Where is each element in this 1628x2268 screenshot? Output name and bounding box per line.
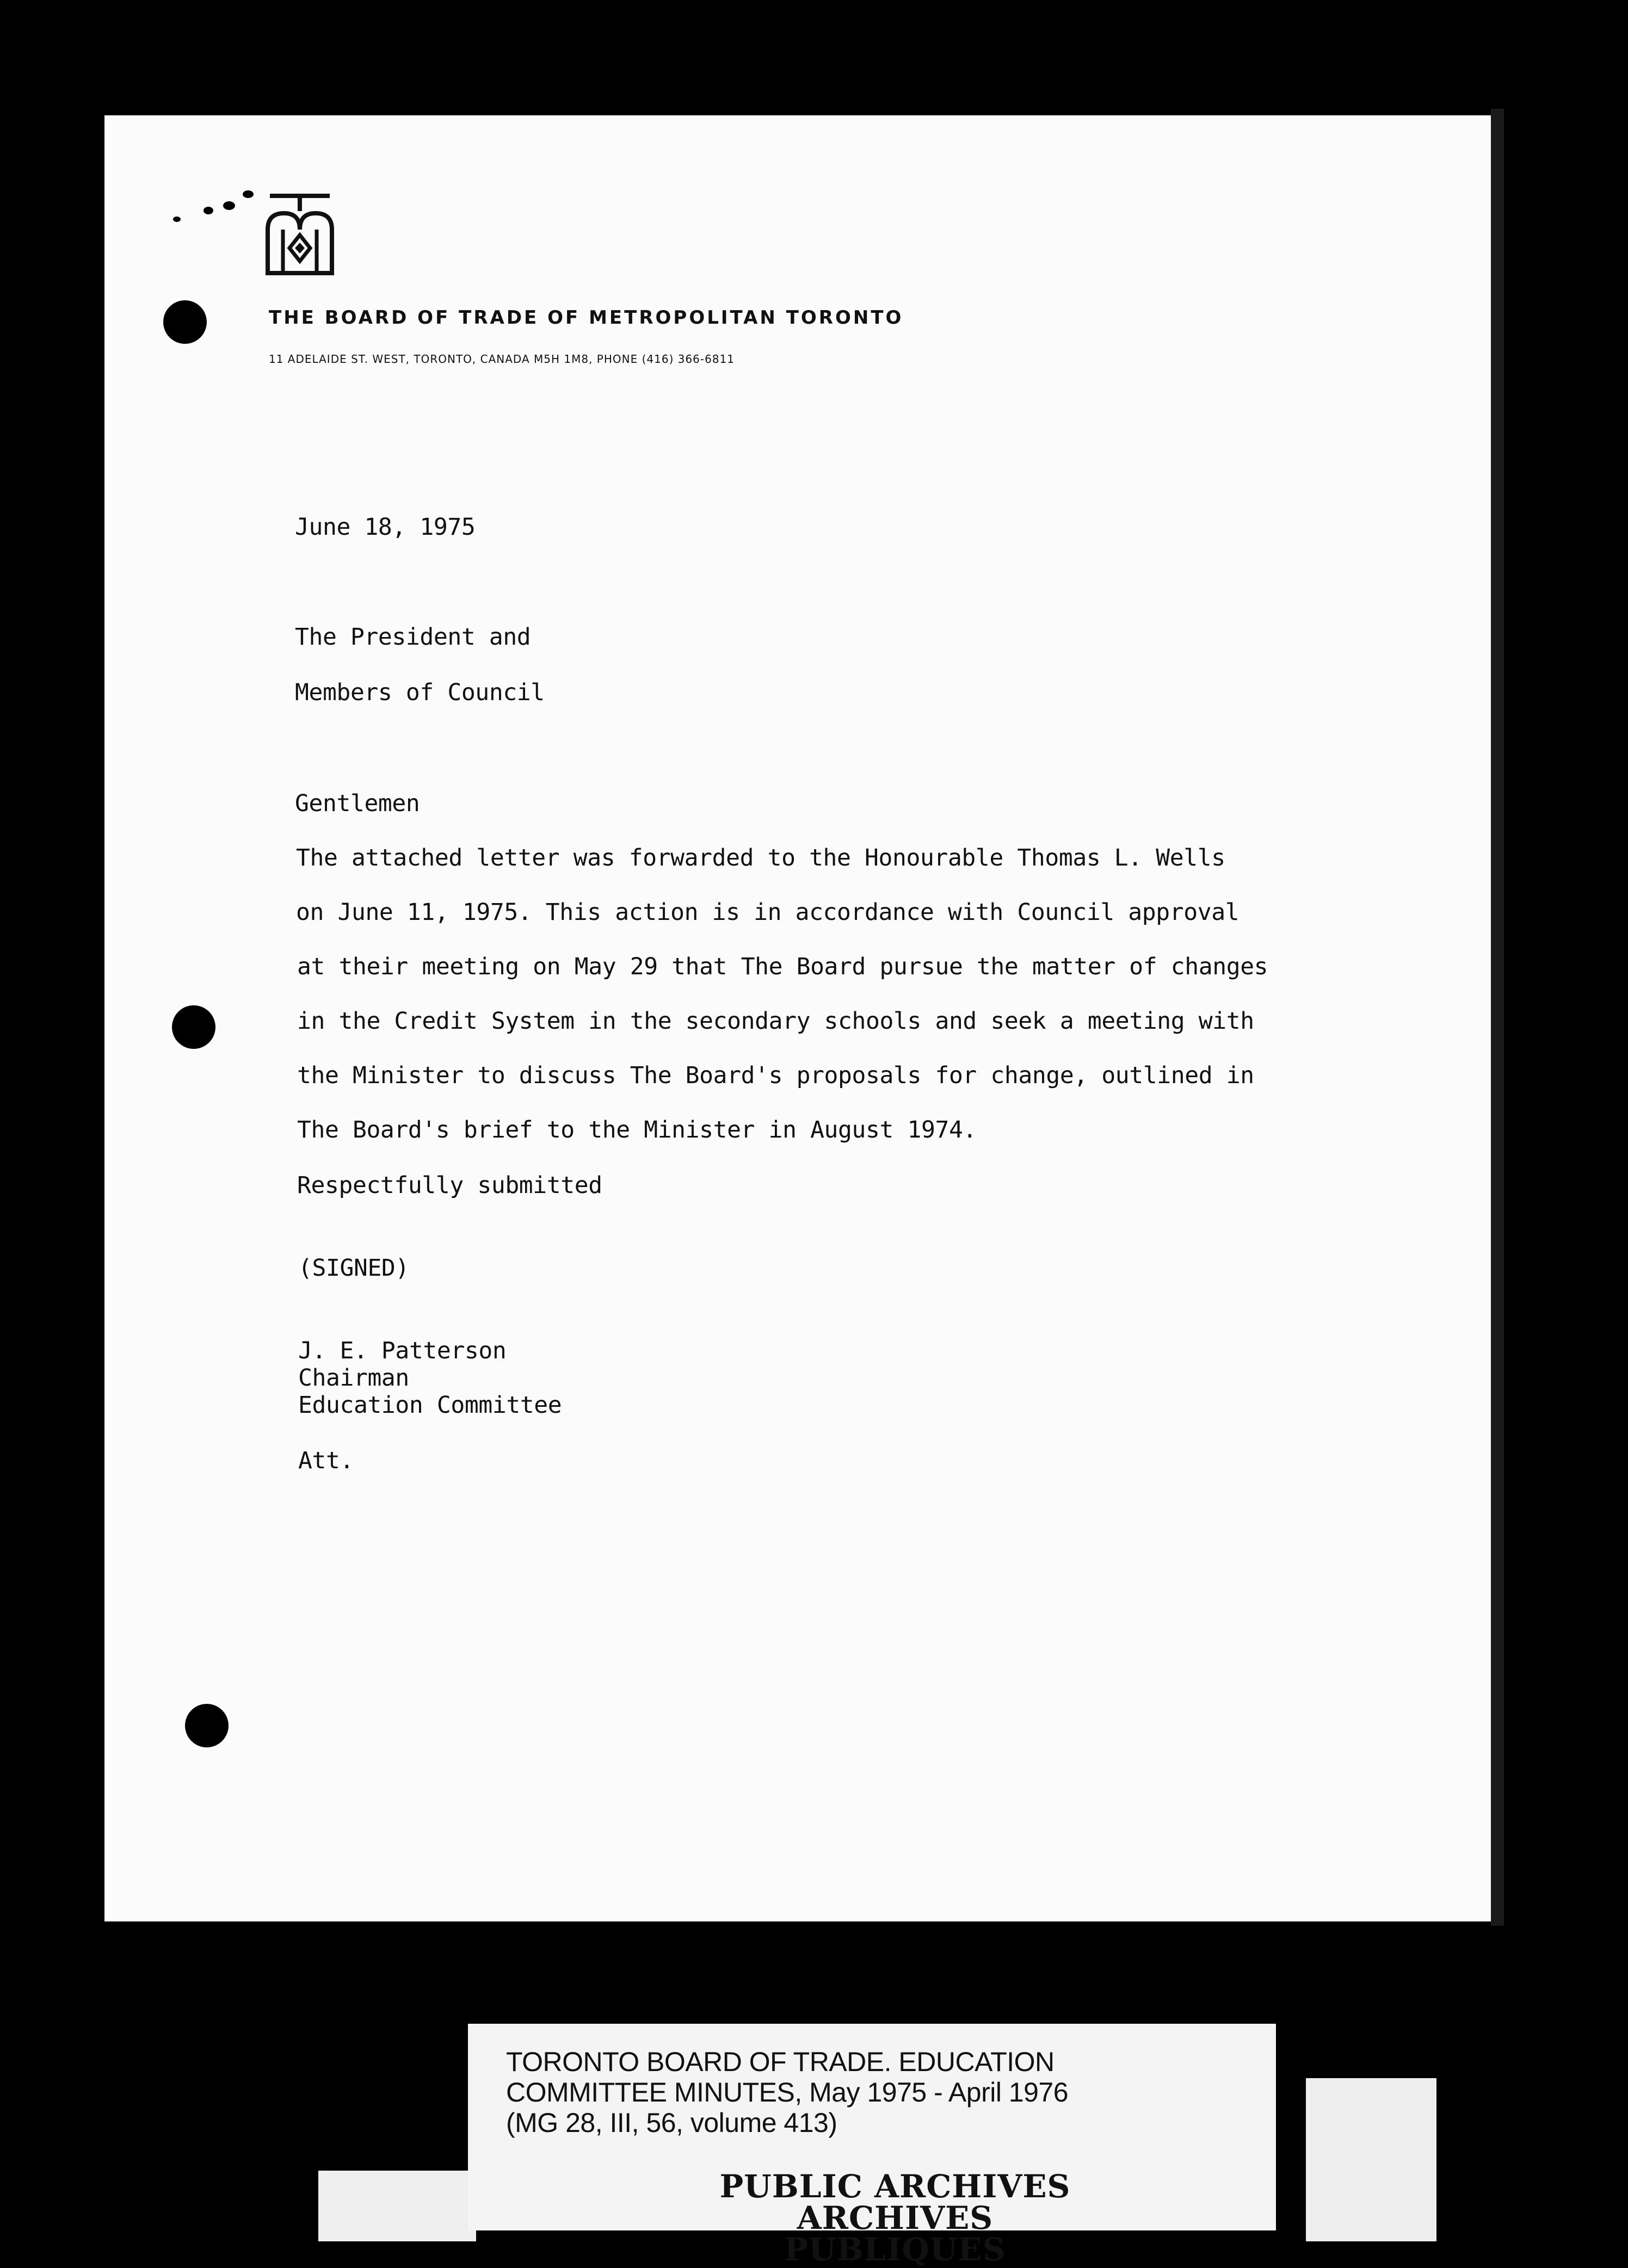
punch-hole-top xyxy=(163,300,207,344)
closing: Respectfully submitted xyxy=(297,1172,602,1199)
punch-hole-bottom xyxy=(185,1704,229,1747)
body-line: the Minister to discuss The Board's proposals for change, outlined in xyxy=(297,1062,1254,1089)
letter-page xyxy=(104,115,1491,1921)
archive-label-notch xyxy=(318,2089,468,2171)
ink-speck xyxy=(203,207,213,214)
punch-hole-middle xyxy=(172,1005,215,1049)
body-line: at their meeting on May 29 that The Board pursue the matter of changes xyxy=(297,953,1268,980)
body-line: The Board's brief to the Minister in August 1974. xyxy=(297,1116,977,1144)
organization-name: THE BOARD OF TRADE OF METROPOLITAN TORONTO xyxy=(269,307,904,329)
signatory-committee: Education Committee xyxy=(298,1392,562,1419)
attachment-note: Att. xyxy=(298,1447,354,1474)
organization-address: 11 ADELAIDE ST. WEST, TORONTO, CANADA M5H 1M8, PHONE (416) 366-6811 xyxy=(269,353,735,366)
archive-label-line: (MG 28, III, 56, volume 413) xyxy=(506,2108,837,2138)
ink-speck xyxy=(243,190,254,198)
archive-label-text xyxy=(506,2047,1068,2138)
body-line: in the Credit System in the secondary schools and seek a meeting with xyxy=(297,1008,1254,1035)
public-archives-stamp xyxy=(688,2168,1102,2268)
archive-label-right-tab xyxy=(1306,2078,1436,2241)
page-shadow xyxy=(1491,109,1504,1926)
signed-marker: (SIGNED) xyxy=(298,1254,409,1282)
body-line: The attached letter was forwarded to the Honourable Thomas L. Wells xyxy=(296,844,1225,872)
archive-label-line: COMMITTEE MINUTES, May 1975 - April 1976 xyxy=(506,2077,1069,2108)
recipient-line: The President and xyxy=(295,623,531,651)
board-of-trade-monogram-icon xyxy=(262,191,338,279)
archive-label-line: TORONTO BOARD OF TRADE. EDUCATION xyxy=(506,2047,1054,2077)
body-line: on June 11, 1975. This action is in accordance with Council approval xyxy=(296,899,1240,926)
stamp-line-english: PUBLIC ARCHIVES xyxy=(719,2168,1071,2205)
recipient-line: Members of Council xyxy=(295,679,545,706)
ink-speck xyxy=(223,201,235,210)
signatory-name: J. E. Patterson xyxy=(298,1337,507,1364)
stamp-line-french: ARCHIVES PUBLIQUES xyxy=(784,2199,1006,2268)
ink-speck xyxy=(173,217,181,222)
salutation: Gentlemen xyxy=(295,790,420,817)
letter-date: June 18, 1975 xyxy=(295,514,476,541)
signatory-title: Chairman xyxy=(298,1364,409,1392)
